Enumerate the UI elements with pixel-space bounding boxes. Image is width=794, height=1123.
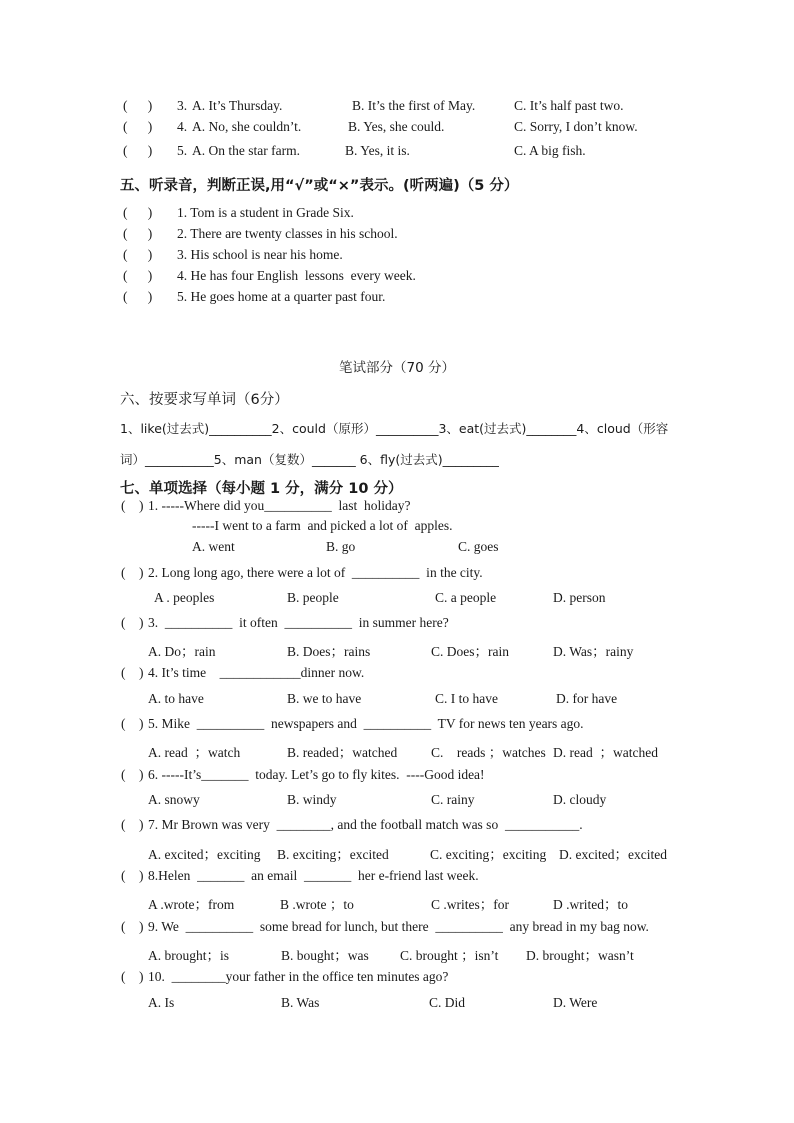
option-b: B. Yes, it is. bbox=[345, 143, 410, 158]
option-b[interactable]: B. we to have bbox=[287, 691, 362, 706]
option-c[interactable]: C. a people bbox=[435, 590, 497, 605]
answer-paren[interactable]: ( ) bbox=[123, 289, 153, 304]
answer-paren[interactable]: ( ) bbox=[121, 919, 144, 934]
list-item bbox=[123, 226, 152, 242]
option-b[interactable]: B. windy bbox=[287, 792, 337, 807]
question-stem: 1. -----Where did you__________ last holiday? bbox=[148, 498, 411, 513]
section-7-title: 七、单项选择（每小题 1 分，满分 10 分） bbox=[120, 481, 403, 497]
option-a[interactable]: A. snowy bbox=[148, 792, 200, 807]
option-c[interactable]: C. I to have bbox=[435, 691, 498, 706]
question-stem: 9. We __________ some bread for lunch, but there __________ any bread in my bag now. bbox=[148, 919, 649, 934]
option-c[interactable]: C. goes bbox=[458, 539, 499, 554]
option-d[interactable]: D. person bbox=[553, 590, 606, 605]
statement-text: 3. His school is near his home. bbox=[177, 247, 343, 262]
answer-paren[interactable]: ( ) bbox=[123, 226, 153, 241]
list-item bbox=[123, 289, 152, 305]
option-c: C. It’s half past two. bbox=[514, 98, 624, 113]
list-item bbox=[123, 247, 152, 263]
question-stem: 6. -----It’s_______ today. Let’s go to fly kites. ----Good idea! bbox=[148, 767, 485, 782]
option-c: C. A big fish. bbox=[514, 143, 586, 158]
question-stem: 10. ________your father in the office ten minutes ago? bbox=[148, 969, 449, 984]
answer-paren[interactable]: ( ) bbox=[123, 268, 153, 283]
option-c[interactable]: C. reads ；watches bbox=[431, 745, 546, 760]
answer-paren[interactable]: ( ) bbox=[121, 716, 144, 731]
question-number: 4. bbox=[177, 119, 188, 134]
answer-paren[interactable]: ( ) bbox=[121, 498, 144, 513]
section-6-title: 六、按要求写单词（6分） bbox=[120, 392, 289, 408]
list-item bbox=[123, 268, 152, 284]
option-a[interactable]: A. read ；watch bbox=[148, 745, 241, 760]
option-a[interactable]: A .wrote；from bbox=[148, 897, 235, 912]
option-b[interactable]: B. exciting；excited bbox=[277, 847, 389, 862]
question-stem: 3. __________ it often __________ in summer here? bbox=[148, 615, 449, 630]
option-b[interactable]: B. Was bbox=[281, 995, 320, 1010]
word-forms-line-2[interactable]: 词）___________5、man（复数）_______ 6、fly(过去式)_________ bbox=[120, 452, 499, 467]
question-stem: 4. It’s time ____________dinner now. bbox=[148, 665, 365, 680]
option-d[interactable]: D .writed；to bbox=[553, 897, 628, 912]
answer-paren[interactable]: ( ) bbox=[123, 205, 153, 220]
option-b: B. It’s the first of May. bbox=[352, 98, 476, 113]
option-a[interactable]: A. brought；is bbox=[148, 948, 229, 963]
list-item bbox=[123, 205, 152, 221]
question-stem: 8.Helen _______ an email _______ her e-friend last week. bbox=[148, 868, 479, 883]
option-a[interactable]: A . peoples bbox=[154, 590, 215, 605]
question-number: 3. bbox=[177, 98, 188, 113]
answer-paren[interactable]: ( ) bbox=[123, 119, 153, 134]
option-d[interactable]: D. read ；watched bbox=[553, 745, 658, 760]
option-d[interactable]: D. Were bbox=[553, 995, 598, 1010]
option-a: A. It’s Thursday. bbox=[192, 98, 283, 113]
answer-paren[interactable]: ( ) bbox=[121, 767, 144, 782]
answer-paren[interactable]: ( ) bbox=[123, 247, 153, 262]
option-c[interactable]: C. brought ；isn’t bbox=[400, 948, 499, 963]
option-c[interactable]: C. rainy bbox=[431, 792, 475, 807]
option-b[interactable]: B .wrote ；to bbox=[280, 897, 354, 912]
question-stem: 2. Long long ago, there were a lot of __________ in the city. bbox=[148, 565, 483, 580]
option-a[interactable]: A. to have bbox=[148, 691, 204, 706]
option-a[interactable]: A. Is bbox=[148, 995, 175, 1010]
written-part-title: 笔试部分（70 分） bbox=[339, 360, 455, 376]
statement-text: 2. There are twenty classes in his school. bbox=[177, 226, 398, 241]
statement-text: 5. He goes home at a quarter past four. bbox=[177, 289, 386, 304]
option-d[interactable]: D. Was；rainy bbox=[553, 644, 634, 659]
section-5-title: 五、听录音，判断正误,用“√”或“×”表示。(听两遍)（5 分） bbox=[120, 178, 519, 194]
option-a[interactable]: A. went bbox=[192, 539, 235, 554]
statement-text: 4. He has four English lessons every week. bbox=[177, 268, 416, 283]
option-b: B. Yes, she could. bbox=[348, 119, 445, 134]
question-number: 5. bbox=[177, 143, 188, 158]
option-b[interactable]: B. people bbox=[287, 590, 339, 605]
option-a: A. No, she couldn’t. bbox=[192, 119, 302, 134]
option-b[interactable]: B. Does；rains bbox=[287, 644, 371, 659]
option-b[interactable]: B. readed；watched bbox=[287, 745, 398, 760]
answer-paren[interactable]: ( ) bbox=[123, 143, 153, 158]
option-c[interactable]: C. exciting；exciting bbox=[430, 847, 547, 862]
option-d[interactable]: D. cloudy bbox=[553, 792, 607, 807]
question-stem: 7. Mr Brown was very ________, and the football match was so ___________. bbox=[148, 817, 583, 832]
option-c[interactable]: C. Does；rain bbox=[431, 644, 509, 659]
option-a: A. On the star farm. bbox=[192, 143, 300, 158]
option-d[interactable]: D. brought；wasn’t bbox=[526, 948, 634, 963]
answer-paren[interactable]: ( ) bbox=[121, 615, 144, 630]
option-d[interactable]: D. excited；excited bbox=[559, 847, 667, 862]
statement-text: 1. Tom is a student in Grade Six. bbox=[177, 205, 354, 220]
answer-paren[interactable]: ( ) bbox=[121, 868, 144, 883]
option-d[interactable]: D. for have bbox=[556, 691, 618, 706]
question-stem: 5. Mike __________ newspapers and __________ TV for news ten years ago. bbox=[148, 716, 584, 731]
option-c[interactable]: C .writes；for bbox=[431, 897, 509, 912]
answer-paren[interactable]: ( ) bbox=[121, 665, 144, 680]
answer-paren[interactable]: ( ) bbox=[121, 565, 144, 580]
option-c: C. Sorry, I don’t know. bbox=[514, 119, 638, 134]
option-a[interactable]: A. excited；exciting bbox=[148, 847, 261, 862]
answer-paren[interactable]: ( ) bbox=[121, 817, 144, 832]
question-stem-2: -----I went to a farm and picked a lot of apples. bbox=[192, 518, 453, 533]
option-b[interactable]: B. go bbox=[326, 539, 356, 554]
answer-paren[interactable]: ( ) bbox=[121, 969, 144, 984]
option-a[interactable]: A. Do；rain bbox=[148, 644, 216, 659]
word-forms-line-1[interactable]: 1、like(过去式)__________2、could（原形）__________3、eat(过去式)________4、cloud（形容 bbox=[120, 421, 669, 436]
option-c[interactable]: C. Did bbox=[429, 995, 466, 1010]
answer-paren[interactable]: ( ) bbox=[123, 98, 153, 113]
option-b[interactable]: B. bought；was bbox=[281, 948, 369, 963]
